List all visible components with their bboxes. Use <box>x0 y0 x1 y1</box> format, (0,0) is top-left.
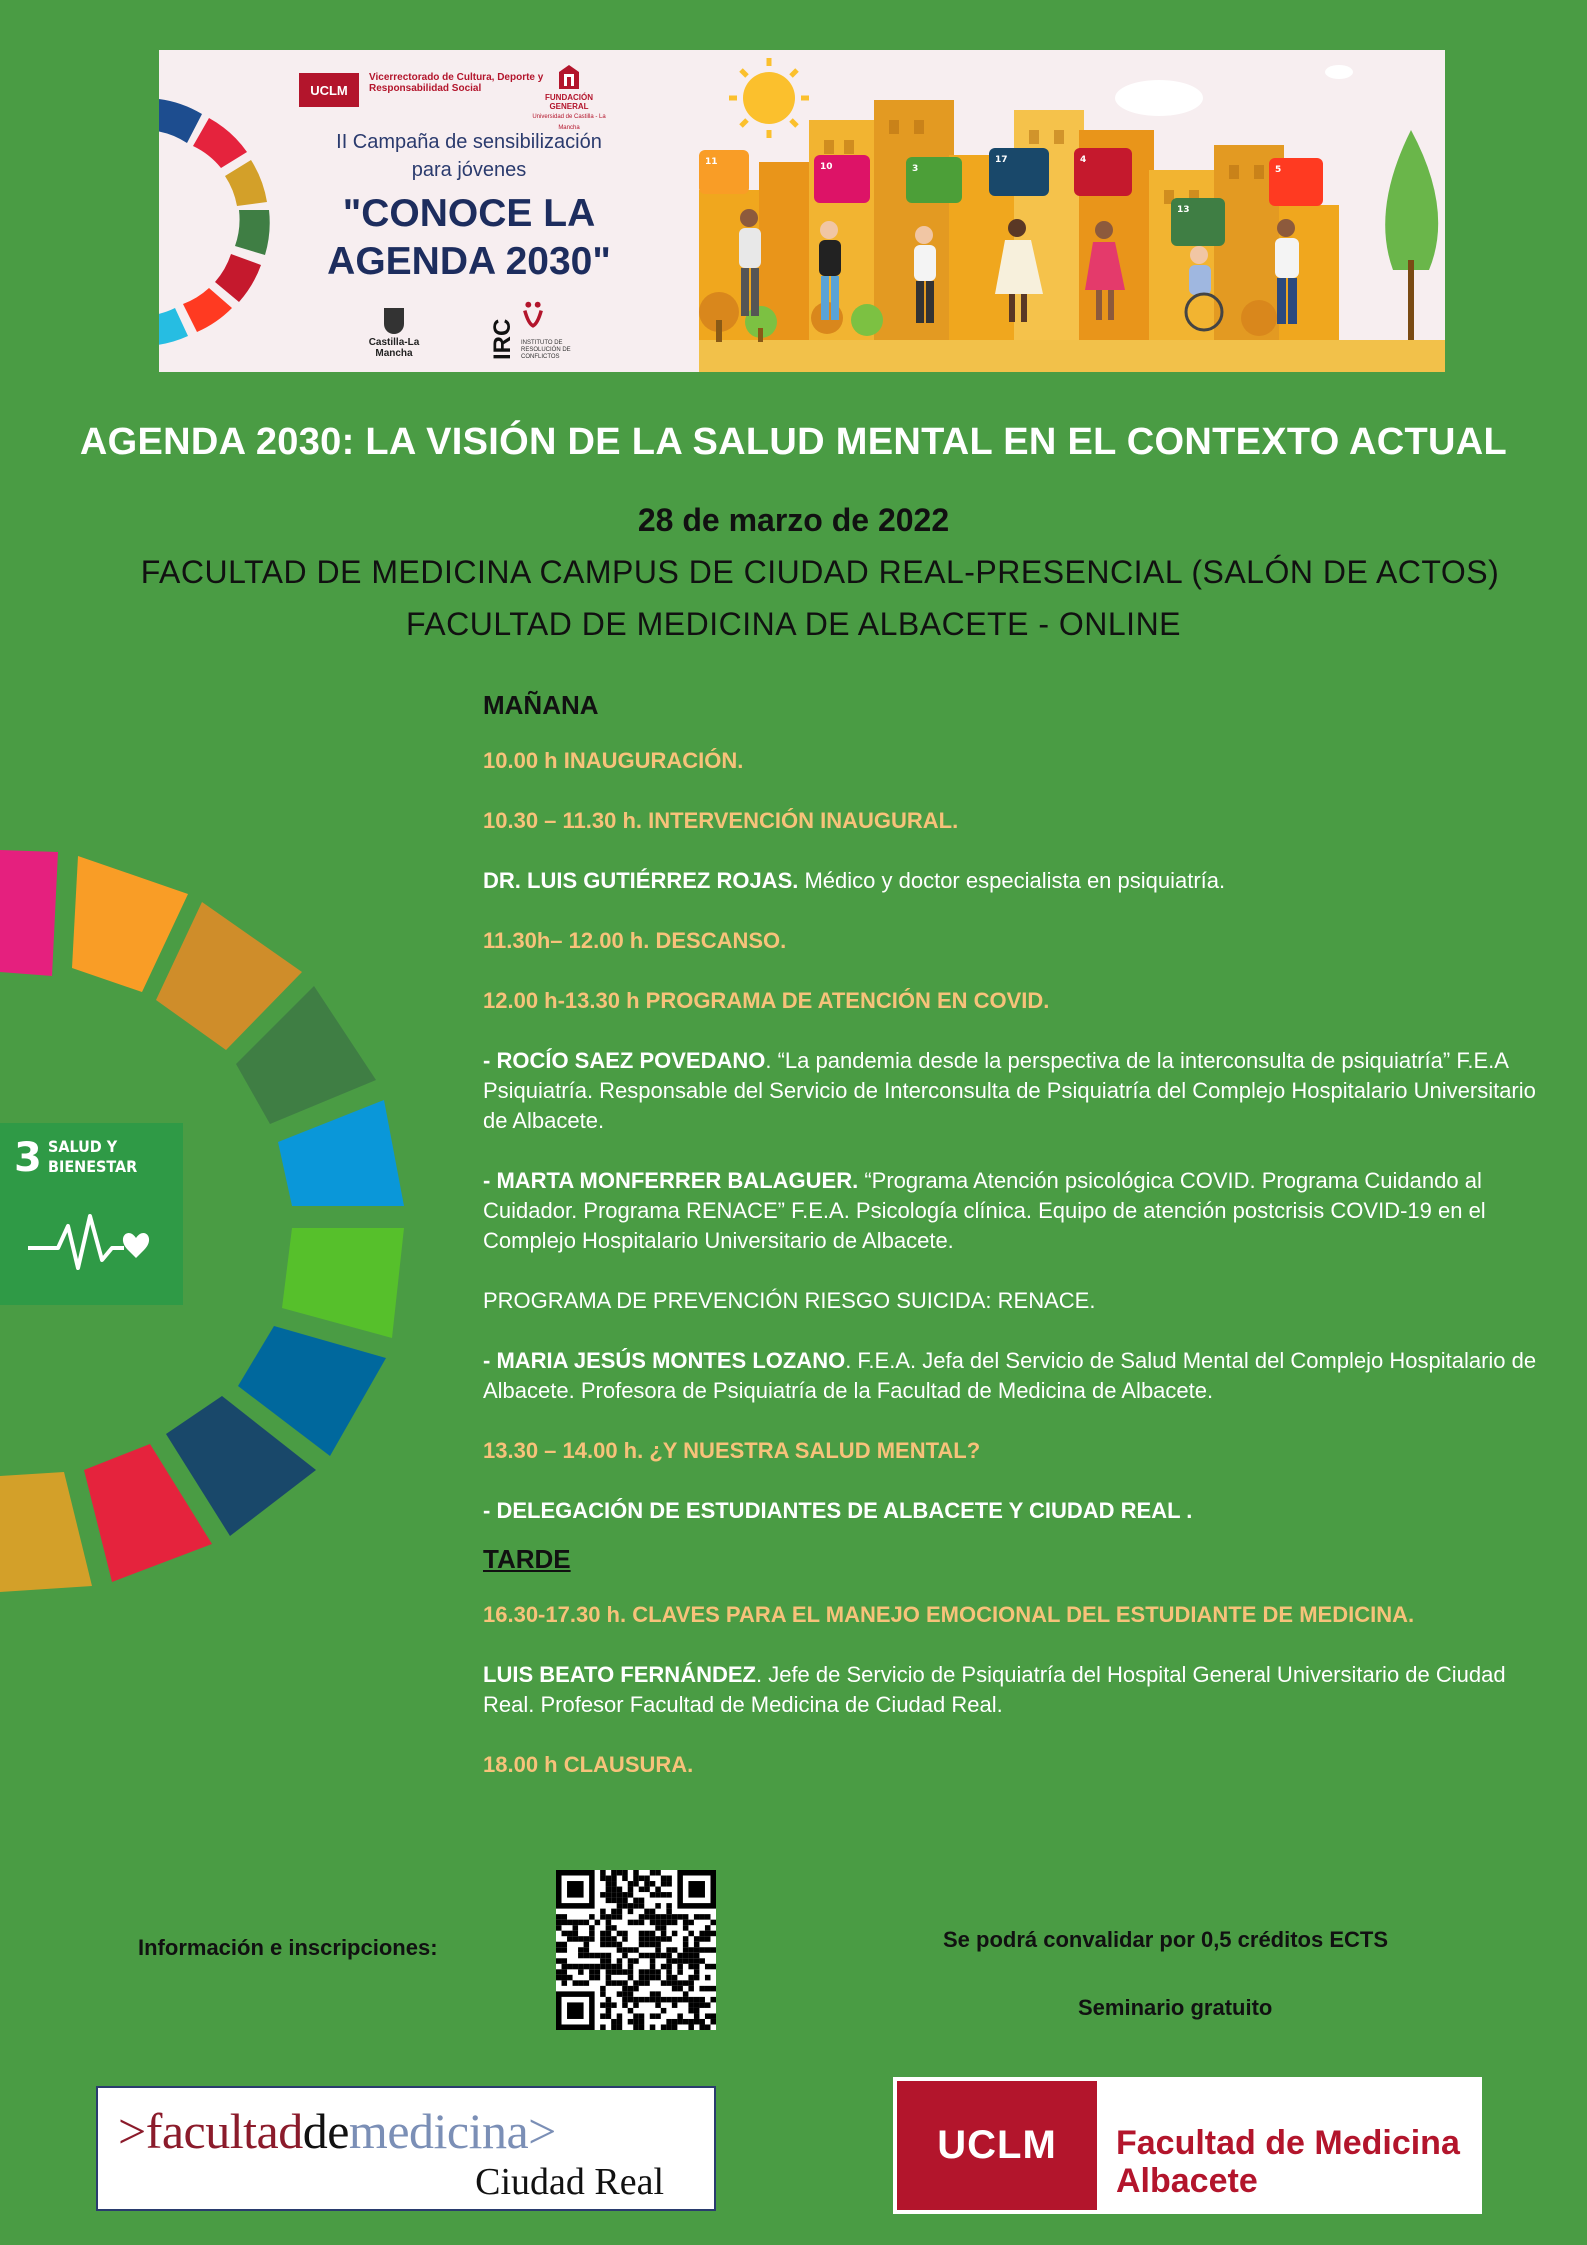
fm-ab-line-2: Albacete <box>1116 2162 1258 2200</box>
venue-ciudad-real: FACULTAD DE MEDICINA CAMPUS DE CIUDAD REAL-PRESENCIAL (SALÓN DE ACTOS) <box>140 554 1500 590</box>
fm-ab-line-1: Facultad de Medicina <box>1116 2124 1460 2162</box>
uclm-badge-text: UCLM <box>937 2123 1057 2167</box>
program <box>483 690 1563 1780</box>
city-illustration <box>699 50 1445 372</box>
svg-text:13: 13 <box>1177 205 1190 215</box>
ects-note: Se podrá convalidar por 0,5 créditos ECTS <box>943 1927 1389 1952</box>
speaker-delegacion: - DELEGACIÓN DE ESTUDIANTES DE ALBACETE Y CIUDAD REAL . <box>483 1498 1193 1523</box>
event-date: 28 de marzo de 2022 <box>637 502 950 538</box>
clm-text: Castilla-La Mancha <box>368 337 420 359</box>
qr-code[interactable] <box>556 1870 716 2030</box>
fundacion-icon <box>558 64 580 90</box>
fm-cr-wordmark <box>118 2102 556 2160</box>
speaker-monferrer <box>483 1166 1563 1256</box>
speaker-desc: . Jefe de Servicio de Psiquiatría del Hospital General Universitario de Ciudad Real. Profesor Facultad de Medicina de Ciudad Real. <box>483 1662 1506 1717</box>
session-descanso: 11.30h– 12.00 h. DESCANSO. <box>483 928 787 953</box>
svg-text:10: 10 <box>820 162 833 172</box>
fundacion-text: FUNDACIÓN GENERAL <box>545 93 593 111</box>
campaign-banner <box>159 50 1445 372</box>
svg-text:5: 5 <box>1275 165 1282 175</box>
fm-cr-city: Ciudad Real <box>475 2161 664 2203</box>
session-intervencion-inaugural: 10.30 – 11.30 h. INTERVENCIÓN INAUGURAL. <box>483 808 959 833</box>
fm-ab-text <box>1116 2124 1460 2200</box>
speaker-name: DR. LUIS GUTIÉRREZ ROJAS. <box>483 868 799 893</box>
irc-icon <box>521 300 545 334</box>
headline-line-1: "CONOCE LA <box>342 192 596 235</box>
clm-shield-icon <box>384 308 404 334</box>
speaker-name: - ROCÍO SAEZ POVEDANO <box>483 1048 766 1073</box>
irc-subtitle: INSTITUTO DE RESOLUCIÓN DE CONFLICTOS <box>521 340 571 360</box>
speaker-desc: “Programa Atención psicológica COVID. Programa Cuidando al Cuidador. Programa RENACE” F.E.A. Psicología clínica. Equipo de atención postcrisis COVID-19 en el Complejo Hospitalario Universitario de Albacete. <box>483 1168 1486 1253</box>
sdg3-label: SALUD Y BIENESTAR <box>48 1137 138 1176</box>
sdg3-number: 3 <box>14 1135 42 1181</box>
speaker-desc: . “La pandemia desde la perspectiva de la interconsulta de psiquiatría” F.E.A Psiquiatría. Responsable del Servicio de Interconsulta de Psiquiatría del Complejo Hospitalario Universitario de Albacete. <box>483 1048 1536 1133</box>
wordmark-part-3: medicina> <box>348 2103 556 2159</box>
campaign-line-1: II Campaña de sensibilización <box>336 131 602 153</box>
campaign-line-2: para jóvenes <box>411 159 527 181</box>
facultad-medicina-albacete-logo <box>893 2077 1482 2214</box>
qr-code-icon <box>556 1870 716 2030</box>
sdg3-badge <box>0 1123 183 1305</box>
vicerrectorado-text: Vicerrectorado de Cultura, Deporte y Responsabilidad Social <box>369 72 544 94</box>
speaker-name: - MARTA MONFERRER BALAGUER. <box>483 1168 859 1193</box>
speaker-desc: . F.E.A. Jefa del Servicio de Salud Mental del Complejo Hospitalario de Albacete. Profesora de Psiquiatría de la Facultad de Medicina de Albacete. <box>483 1348 1537 1403</box>
fundacion-logo <box>529 64 609 133</box>
session-covid: 12.00 h-13.30 h PROGRAMA DE ATENCIÓN EN COVID. <box>483 988 1050 1013</box>
speaker-desc: Médico y doctor especialista en psiquiatría. <box>798 868 1226 893</box>
campaign-subtitle <box>309 128 629 184</box>
session-clausura: 18.00 h CLAUSURA. <box>483 1752 694 1777</box>
program-renace: PROGRAMA DE PREVENCIÓN RIESGO SUICIDA: RENACE. <box>483 1288 1096 1313</box>
fundacion-sub: Universidad de Castilla - La Mancha <box>532 114 606 131</box>
free-note: Seminario gratuito <box>1078 1995 1273 2020</box>
headline-line-2: AGENDA 2030" <box>327 240 611 283</box>
sdg-ring-graphic <box>159 50 289 372</box>
afternoon-heading: TARDE <box>483 1544 571 1574</box>
speaker-name: - MARIA JESÚS MONTES LOZANO <box>483 1348 846 1373</box>
svg-text:3: 3 <box>912 164 919 174</box>
morning-heading: MAÑANA <box>483 690 599 720</box>
speaker-name: LUIS BEATO FERNÁNDEZ <box>483 1662 756 1687</box>
uclm-logo: UCLM <box>299 73 359 107</box>
venue-albacete: FACULTAD DE MEDICINA DE ALBACETE - ONLINE <box>405 606 1182 642</box>
heartbeat-icon <box>28 1208 158 1278</box>
castilla-la-mancha-logo <box>354 308 434 359</box>
sun-icon <box>729 58 809 138</box>
svg-text:17: 17 <box>995 155 1008 165</box>
session-inauguracion: 10.00 h INAUGURACIÓN. <box>483 748 744 773</box>
wordmark-part-1: >facultad <box>118 2103 303 2159</box>
speaker-montes <box>483 1346 1563 1406</box>
event-title: AGENDA 2030: LA VISIÓN DE LA SALUD MENTAL EN EL CONTEXTO ACTUAL <box>79 421 1508 463</box>
speaker-saez <box>483 1046 1563 1136</box>
speaker-beato <box>483 1660 1563 1720</box>
speaker-gutierrez <box>483 866 1563 896</box>
svg-text:4: 4 <box>1080 155 1087 165</box>
svg-text:11: 11 <box>705 157 718 167</box>
facultad-medicina-ciudad-real-logo <box>96 2086 716 2211</box>
irc-logo-text: IRC <box>489 318 516 360</box>
campaign-headline <box>299 190 639 286</box>
info-label: Información e inscripciones: <box>138 1935 438 1960</box>
uclm-badge <box>897 2081 1097 2210</box>
wordmark-part-2: de <box>302 2103 349 2159</box>
session-manejo-emocional: 16.30-17.30 h. CLAVES PARA EL MANEJO EMOCIONAL DEL ESTUDIANTE DE MEDICINA. <box>483 1602 1415 1627</box>
session-salud-mental: 13.30 – 14.00 h. ¿Y NUESTRA SALUD MENTAL? <box>483 1438 981 1463</box>
